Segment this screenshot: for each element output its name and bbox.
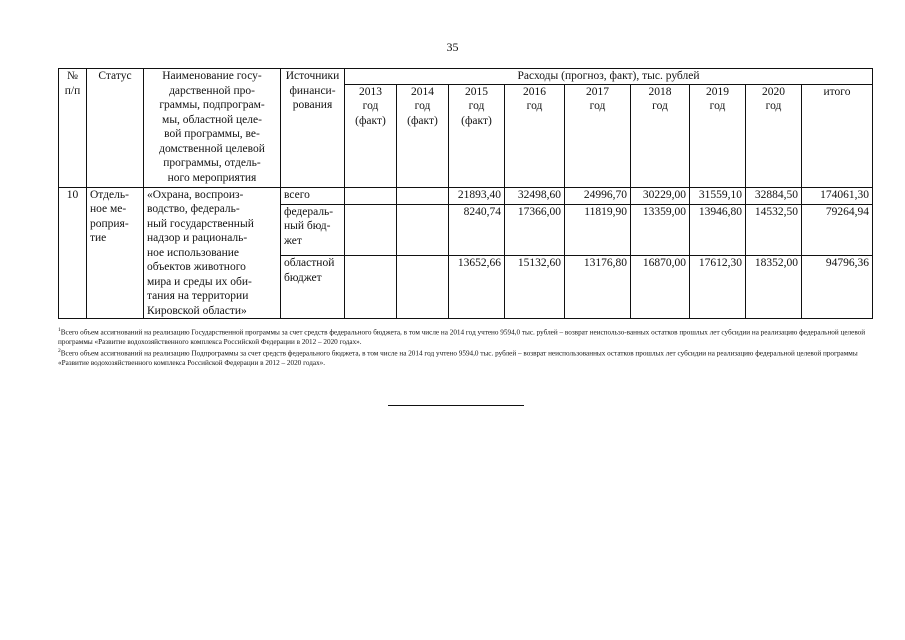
entry-status: Отдель- ное ме- роприя- тие bbox=[87, 187, 144, 319]
value-cell: 13359,00 bbox=[631, 204, 690, 256]
footnote-1 bbox=[58, 326, 880, 347]
value-cell: 31559,10 bbox=[690, 187, 746, 204]
value-cell: 32884,50 bbox=[746, 187, 802, 204]
footnote-text: Всего объем ассигнований на реализацию Подпрограммы за счет средств федерального бюджета, в том числе на 2014 год учтено 9594,0 тыс. рублей – возврат неиспользованных остатков прошлых лет субсидии на реализацию федеральной целевой программы «Развитие водохозяйственного комплекса Российской Федерации в 2012 – 2020 годах». bbox=[58, 349, 858, 367]
table-row-total bbox=[59, 187, 873, 204]
value-cell: 14532,50 bbox=[746, 204, 802, 256]
header-total: итого bbox=[802, 84, 873, 187]
header-year-2014: 2014 год (факт) bbox=[397, 84, 449, 187]
header-num: № п/п bbox=[59, 69, 87, 188]
header-funding-sources: Источники финанси- рования bbox=[281, 69, 345, 188]
value-cell: 174061,30 bbox=[802, 187, 873, 204]
value-cell: 32498,60 bbox=[505, 187, 565, 204]
value-cell: 11819,90 bbox=[565, 204, 631, 256]
value-cell: 18352,00 bbox=[746, 256, 802, 319]
value-cell bbox=[345, 187, 397, 204]
value-cell: 79264,94 bbox=[802, 204, 873, 256]
value-cell: 16870,00 bbox=[631, 256, 690, 319]
header-year-2015: 2015 год (факт) bbox=[449, 84, 505, 187]
footnote-mark: 2 bbox=[58, 348, 61, 355]
value-cell: 17366,00 bbox=[505, 204, 565, 256]
header-year-2019: 2019 год bbox=[690, 84, 746, 187]
value-cell bbox=[397, 256, 449, 319]
footnote-mark: 1 bbox=[58, 327, 61, 333]
source-cell: областной бюджет bbox=[281, 256, 345, 319]
value-cell: 21893,40 bbox=[449, 187, 505, 204]
value-cell: 13946,80 bbox=[690, 204, 746, 256]
value-cell: 15132,60 bbox=[505, 256, 565, 319]
value-cell bbox=[345, 256, 397, 319]
header-year-2017: 2017 год bbox=[565, 84, 631, 187]
page-number: 35 bbox=[446, 40, 459, 54]
value-cell bbox=[345, 204, 397, 256]
header-expenses: Расходы (прогноз, факт), тыс. рублей bbox=[345, 69, 873, 85]
header-row-1 bbox=[59, 69, 873, 85]
value-cell: 13176,80 bbox=[565, 256, 631, 319]
entry-num: 10 bbox=[59, 187, 87, 319]
value-cell: 17612,30 bbox=[690, 256, 746, 319]
header-year-2016: 2016 год bbox=[505, 84, 565, 187]
source-cell: всего bbox=[281, 187, 345, 204]
value-cell bbox=[397, 204, 449, 256]
header-year-2013: 2013 год (факт) bbox=[345, 84, 397, 187]
header-program-name: Наименование госу- дарственной про- граммы, подпрограм- мы, областной целе- вой программы, ве- домственной целевой программы, отдель- ного мероприятия bbox=[144, 69, 281, 188]
value-cell: 94796,36 bbox=[802, 256, 873, 319]
value-cell: 13652,66 bbox=[449, 256, 505, 319]
header-status: Статус bbox=[87, 69, 144, 188]
header-year-2020: 2020 год bbox=[746, 84, 802, 187]
entry-program-name: «Охрана, воспроиз- водство, федераль- ный государственный надзор и рациональ- ное использование объектов животного мира и среды их оби- тания на территории Кировской области» bbox=[144, 187, 281, 319]
value-cell: 30229,00 bbox=[631, 187, 690, 204]
value-cell: 8240,74 bbox=[449, 204, 505, 256]
budget-table bbox=[58, 68, 873, 319]
header-year-2018: 2018 год bbox=[631, 84, 690, 187]
footnote-2 bbox=[58, 347, 880, 368]
footnotes bbox=[58, 326, 880, 368]
value-cell bbox=[397, 187, 449, 204]
value-cell: 24996,70 bbox=[565, 187, 631, 204]
end-divider bbox=[388, 405, 524, 406]
source-cell: федераль- ный бюд- жет bbox=[281, 204, 345, 256]
footnote-text: Всего объем ассигнований на реализацию Государственной программы за счет средств федерального бюджета, в том числе на 2014 год учтено 9594,0 тыс. рублей – возврат неиспользо-ванных остатков прошлых лет субсидии на реализацию федеральной целевой программы «Развитие водохозяйственного комплекса Российской Федерации в 2012 – 2020 годах». bbox=[58, 328, 866, 346]
